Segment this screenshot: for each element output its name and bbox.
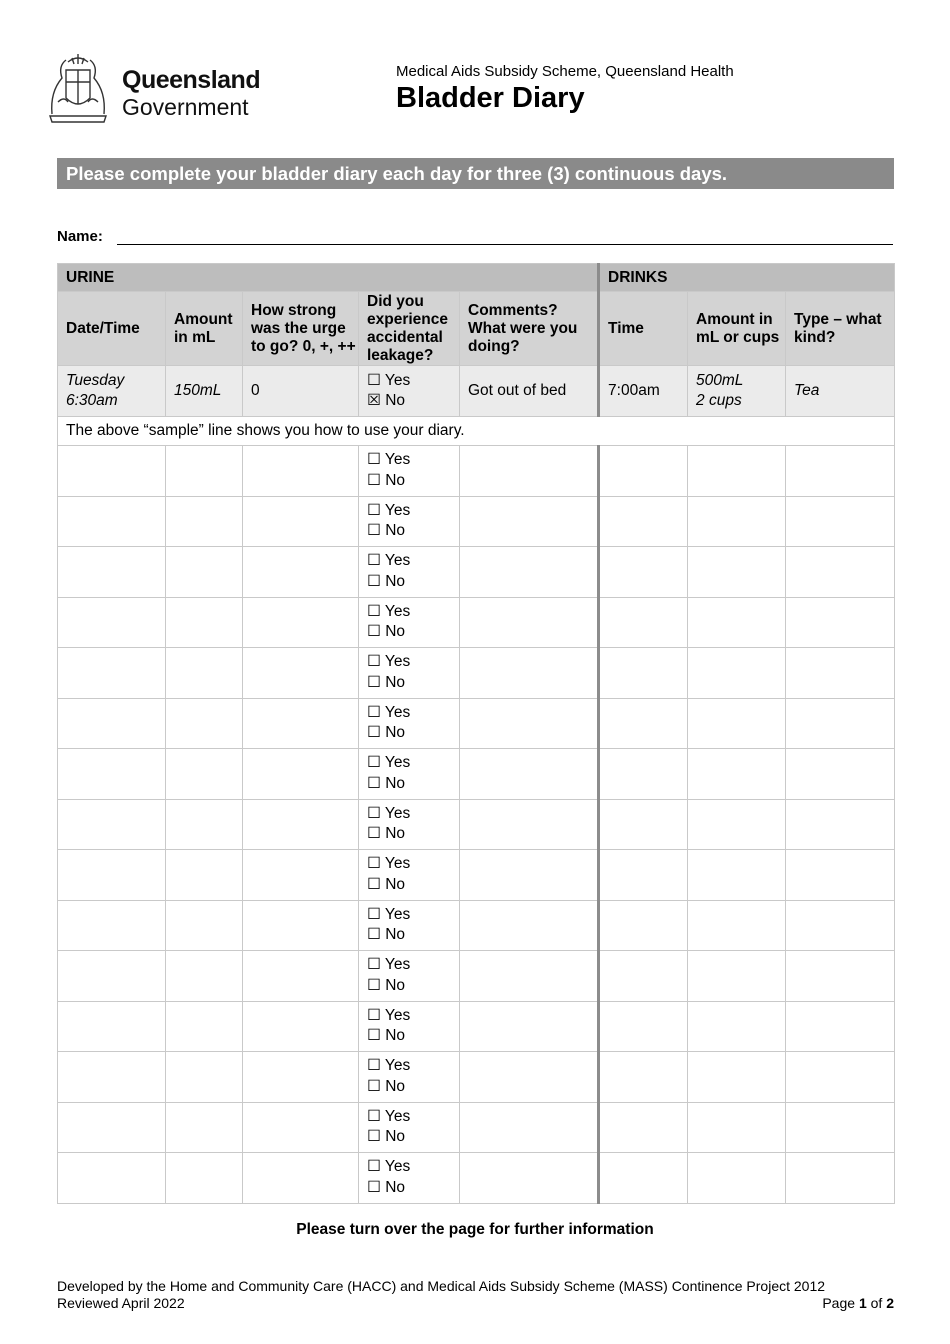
sample-note: The above “sample” line shows you how to use your diary. <box>58 417 895 446</box>
drink-type-cell[interactable] <box>786 900 895 951</box>
drink-time-cell[interactable] <box>599 749 688 800</box>
urge-cell[interactable] <box>243 698 359 749</box>
date-time-cell[interactable] <box>58 547 166 598</box>
comments-cell[interactable] <box>460 951 599 1002</box>
diary-entry-row <box>58 749 895 800</box>
turn-over-note: Please turn over the page for further information <box>296 1221 654 1238</box>
amount-cell[interactable] <box>166 900 243 951</box>
drink-amount-cell[interactable] <box>688 547 786 598</box>
drink-type-cell[interactable] <box>786 698 895 749</box>
drink-time-cell[interactable] <box>599 850 688 901</box>
leakage-cell[interactable] <box>359 1102 460 1153</box>
urge-cell[interactable] <box>243 496 359 547</box>
urge-cell[interactable] <box>243 648 359 699</box>
urge-cell[interactable] <box>243 951 359 1002</box>
urge-cell[interactable] <box>243 850 359 901</box>
diary-entry-row <box>58 900 895 951</box>
amount-cell[interactable] <box>166 597 243 648</box>
leakage-cell[interactable] <box>359 648 460 699</box>
date-time-cell[interactable] <box>58 900 166 951</box>
drink-type-cell[interactable] <box>786 496 895 547</box>
sample-leakage <box>359 366 460 417</box>
drink-time-cell[interactable] <box>599 698 688 749</box>
instruction-banner: Please complete your bladder diary each day for three (3) continuous days. <box>57 158 894 189</box>
diary-entry-row <box>58 1153 895 1204</box>
column-header-comments: Comments? What were you doing? <box>460 292 599 366</box>
sample-yes-checkbox: ☐ Yes <box>367 372 411 389</box>
comments-cell[interactable] <box>460 799 599 850</box>
diary-entry-row <box>58 698 895 749</box>
leakage-yes-checkbox[interactable]: ☐ Yes <box>367 1107 411 1125</box>
diary-entry-row <box>58 1052 895 1103</box>
date-time-cell[interactable] <box>58 850 166 901</box>
leakage-no-checkbox[interactable]: ☐ No <box>367 471 406 489</box>
comments-cell[interactable] <box>460 850 599 901</box>
leakage-no-checkbox[interactable]: ☐ No <box>367 623 406 641</box>
name-field-row[interactable] <box>57 226 893 248</box>
sample-row <box>58 366 895 417</box>
column-header-drink-amount: Amount in mL or cups <box>688 292 786 366</box>
footer-reviewed: Reviewed April 2022 <box>57 1295 185 1311</box>
leakage-no-checkbox[interactable]: ☐ No <box>367 572 406 590</box>
page-number <box>822 1295 894 1311</box>
drink-type-cell[interactable] <box>786 547 895 598</box>
comments-cell[interactable] <box>460 749 599 800</box>
leakage-yes-checkbox[interactable]: ☐ Yes <box>367 956 411 974</box>
drink-time-cell[interactable] <box>599 900 688 951</box>
drink-type-cell[interactable] <box>786 1102 895 1153</box>
comments-cell[interactable] <box>460 1001 599 1052</box>
coat-of-arms-icon <box>44 52 112 126</box>
leakage-no-checkbox[interactable]: ☐ No <box>367 1027 406 1045</box>
column-header-date-time: Date/Time <box>58 292 166 366</box>
date-time-cell[interactable] <box>58 799 166 850</box>
urge-cell[interactable] <box>243 547 359 598</box>
drink-amount-cell[interactable] <box>688 597 786 648</box>
drink-type-cell[interactable] <box>786 446 895 497</box>
column-header-time: Time <box>599 292 688 366</box>
amount-cell[interactable] <box>166 1052 243 1103</box>
sample-day: Tuesday <box>66 372 125 389</box>
amount-cell[interactable] <box>166 547 243 598</box>
leakage-no-checkbox[interactable]: ☐ No <box>367 1178 406 1196</box>
diary-entry-row <box>58 799 895 850</box>
drink-type-cell[interactable] <box>786 1001 895 1052</box>
urge-cell[interactable] <box>243 1153 359 1204</box>
urge-cell[interactable] <box>243 446 359 497</box>
name-input-line[interactable] <box>117 244 893 245</box>
leakage-yes-checkbox[interactable]: ☐ Yes <box>367 1006 411 1024</box>
drink-amount-cell[interactable] <box>688 1102 786 1153</box>
date-time-cell[interactable] <box>58 698 166 749</box>
page-prefix: Page <box>822 1295 859 1311</box>
sample-drink-cups: 2 cups <box>696 392 742 409</box>
leakage-no-checkbox[interactable]: ☐ No <box>367 774 406 792</box>
leakage-yes-checkbox[interactable]: ☐ Yes <box>367 905 411 923</box>
drink-amount-cell[interactable] <box>688 648 786 699</box>
amount-cell[interactable] <box>166 446 243 497</box>
drink-type-cell[interactable] <box>786 1153 895 1204</box>
urge-cell[interactable] <box>243 1102 359 1153</box>
urge-cell[interactable] <box>243 799 359 850</box>
drink-time-cell[interactable] <box>599 547 688 598</box>
date-time-cell[interactable] <box>58 1052 166 1103</box>
date-time-cell[interactable] <box>58 1001 166 1052</box>
sample-drink-time: 7:00am <box>599 366 688 417</box>
drink-type-cell[interactable] <box>786 799 895 850</box>
leakage-cell[interactable] <box>359 749 460 800</box>
diary-entry-row <box>58 547 895 598</box>
leakage-cell[interactable] <box>359 1153 460 1204</box>
amount-cell[interactable] <box>166 698 243 749</box>
comments-cell[interactable] <box>460 597 599 648</box>
leakage-no-checkbox[interactable]: ☐ No <box>367 825 406 843</box>
drink-time-cell[interactable] <box>599 799 688 850</box>
date-time-cell[interactable] <box>58 648 166 699</box>
leakage-yes-checkbox[interactable]: ☐ Yes <box>367 602 411 620</box>
leakage-yes-checkbox[interactable]: ☐ Yes <box>367 1057 411 1075</box>
comments-cell[interactable] <box>460 547 599 598</box>
diary-entry-row <box>58 951 895 1002</box>
urge-cell[interactable] <box>243 1001 359 1052</box>
comments-cell[interactable] <box>460 648 599 699</box>
comments-cell[interactable] <box>460 1102 599 1153</box>
sample-amount: 150mL <box>166 366 243 417</box>
sample-time: 6:30am <box>66 392 118 409</box>
date-time-cell[interactable] <box>58 496 166 547</box>
sample-urge: 0 <box>243 366 359 417</box>
leakage-no-checkbox[interactable]: ☐ No <box>367 1077 406 1095</box>
leakage-cell[interactable] <box>359 547 460 598</box>
page-title: Bladder Diary <box>396 82 585 114</box>
footer-developed: Developed by the Home and Community Care (HACC) and Medical Aids Subsidy Scheme (MASS) Continence Project 2012 <box>57 1278 826 1294</box>
drink-type-cell[interactable] <box>786 597 895 648</box>
column-header-drink-type: Type – what kind? <box>786 292 895 366</box>
leakage-yes-checkbox[interactable]: ☐ Yes <box>367 855 411 873</box>
drink-amount-cell[interactable] <box>688 1052 786 1103</box>
comments-cell[interactable] <box>460 900 599 951</box>
leakage-cell[interactable] <box>359 1052 460 1103</box>
urge-cell[interactable] <box>243 597 359 648</box>
urine-section-header: URINE <box>58 264 599 292</box>
bladder-diary-table <box>57 263 895 1204</box>
drink-time-cell[interactable] <box>599 597 688 648</box>
leakage-cell[interactable] <box>359 446 460 497</box>
drink-amount-cell[interactable] <box>688 698 786 749</box>
leakage-no-checkbox[interactable]: ☐ No <box>367 926 406 944</box>
date-time-cell[interactable] <box>58 446 166 497</box>
drink-amount-cell[interactable] <box>688 1001 786 1052</box>
leakage-yes-checkbox[interactable]: ☐ Yes <box>367 451 411 469</box>
comments-cell[interactable] <box>460 698 599 749</box>
leakage-yes-checkbox[interactable]: ☐ Yes <box>367 703 411 721</box>
leakage-no-checkbox[interactable]: ☐ No <box>367 1128 406 1146</box>
amount-cell[interactable] <box>166 1102 243 1153</box>
sample-comment: Got out of bed <box>460 366 599 417</box>
amount-cell[interactable] <box>166 799 243 850</box>
urge-cell[interactable] <box>243 1052 359 1103</box>
leakage-yes-checkbox[interactable]: ☐ Yes <box>367 552 411 570</box>
drink-time-cell[interactable] <box>599 1153 688 1204</box>
sample-drink-ml: 500mL <box>696 372 744 389</box>
urge-cell[interactable] <box>243 749 359 800</box>
drink-amount-cell[interactable] <box>688 850 786 901</box>
drink-amount-cell[interactable] <box>688 496 786 547</box>
amount-cell[interactable] <box>166 1001 243 1052</box>
comments-cell[interactable] <box>460 446 599 497</box>
leakage-cell[interactable] <box>359 597 460 648</box>
date-time-cell[interactable] <box>58 1153 166 1204</box>
date-time-cell[interactable] <box>58 951 166 1002</box>
leakage-yes-checkbox[interactable]: ☐ Yes <box>367 804 411 822</box>
drink-type-cell[interactable] <box>786 648 895 699</box>
leakage-cell[interactable] <box>359 1001 460 1052</box>
leakage-yes-checkbox[interactable]: ☐ Yes <box>367 1158 411 1176</box>
leakage-cell[interactable] <box>359 799 460 850</box>
sample-date-time <box>58 366 166 417</box>
header-subtitle: Medical Aids Subsidy Scheme, Queensland Health <box>396 63 734 80</box>
drink-amount-cell[interactable] <box>688 900 786 951</box>
leakage-no-checkbox[interactable]: ☐ No <box>367 724 406 742</box>
drink-time-cell[interactable] <box>599 951 688 1002</box>
date-time-cell[interactable] <box>58 749 166 800</box>
drink-time-cell[interactable] <box>599 446 688 497</box>
drink-amount-cell[interactable] <box>688 951 786 1002</box>
comments-cell[interactable] <box>460 1052 599 1103</box>
diary-entry-row <box>58 1102 895 1153</box>
page-current: 1 <box>858 1295 867 1311</box>
amount-cell[interactable] <box>166 648 243 699</box>
diary-entry-row <box>58 850 895 901</box>
comments-cell[interactable] <box>460 1153 599 1204</box>
leakage-cell[interactable] <box>359 850 460 901</box>
leakage-yes-checkbox[interactable]: ☐ Yes <box>367 653 411 671</box>
diary-entry-row <box>58 648 895 699</box>
drink-time-cell[interactable] <box>599 496 688 547</box>
leakage-no-checkbox[interactable]: ☐ No <box>367 673 406 691</box>
amount-cell[interactable] <box>166 850 243 901</box>
drink-type-cell[interactable] <box>786 850 895 901</box>
sample-drink-amount <box>688 366 786 417</box>
page-of: of <box>866 1295 887 1311</box>
drink-type-cell[interactable] <box>786 951 895 1002</box>
drink-amount-cell[interactable] <box>688 1153 786 1204</box>
column-header-urge: How strong was the urge to go? 0, +, ++ <box>243 292 359 366</box>
drinks-section-header: DRINKS <box>599 264 895 292</box>
leakage-cell[interactable] <box>359 496 460 547</box>
leakage-cell[interactable] <box>359 900 460 951</box>
amount-cell[interactable] <box>166 749 243 800</box>
column-header-leakage: Did you experience accidental leakage? <box>359 292 460 366</box>
drink-amount-cell[interactable] <box>688 749 786 800</box>
drink-time-cell[interactable] <box>599 648 688 699</box>
leakage-cell[interactable] <box>359 951 460 1002</box>
name-label: Name: <box>57 228 103 245</box>
diary-entry-row <box>58 597 895 648</box>
drink-time-cell[interactable] <box>599 1102 688 1153</box>
leakage-no-checkbox[interactable]: ☐ No <box>367 875 406 893</box>
diary-entry-row <box>58 446 895 497</box>
leakage-yes-checkbox[interactable]: ☐ Yes <box>367 501 411 519</box>
sample-drink-type: Tea <box>786 366 895 417</box>
diary-entry-row <box>58 1001 895 1052</box>
date-time-cell[interactable] <box>58 1102 166 1153</box>
sample-no-checkbox: ☒ No <box>367 392 406 409</box>
drink-type-cell[interactable] <box>786 1052 895 1103</box>
urge-cell[interactable] <box>243 900 359 951</box>
drink-type-cell[interactable] <box>786 749 895 800</box>
amount-cell[interactable] <box>166 951 243 1002</box>
column-header-amount: Amount in mL <box>166 292 243 366</box>
logo-queensland-text: Queensland <box>122 66 261 94</box>
queensland-government-logo <box>44 52 264 126</box>
amount-cell[interactable] <box>166 496 243 547</box>
date-time-cell[interactable] <box>58 597 166 648</box>
diary-entry-row <box>58 496 895 547</box>
leakage-cell[interactable] <box>359 698 460 749</box>
drink-time-cell[interactable] <box>599 1052 688 1103</box>
comments-cell[interactable] <box>460 496 599 547</box>
drink-amount-cell[interactable] <box>688 446 786 497</box>
drink-amount-cell[interactable] <box>688 799 786 850</box>
page-total: 2 <box>886 1295 894 1311</box>
leakage-no-checkbox[interactable]: ☐ No <box>367 976 406 994</box>
amount-cell[interactable] <box>166 1153 243 1204</box>
logo-government-text: Government <box>122 94 249 120</box>
drink-time-cell[interactable] <box>599 1001 688 1052</box>
leakage-yes-checkbox[interactable]: ☐ Yes <box>367 754 411 772</box>
leakage-no-checkbox[interactable]: ☐ No <box>367 522 406 540</box>
